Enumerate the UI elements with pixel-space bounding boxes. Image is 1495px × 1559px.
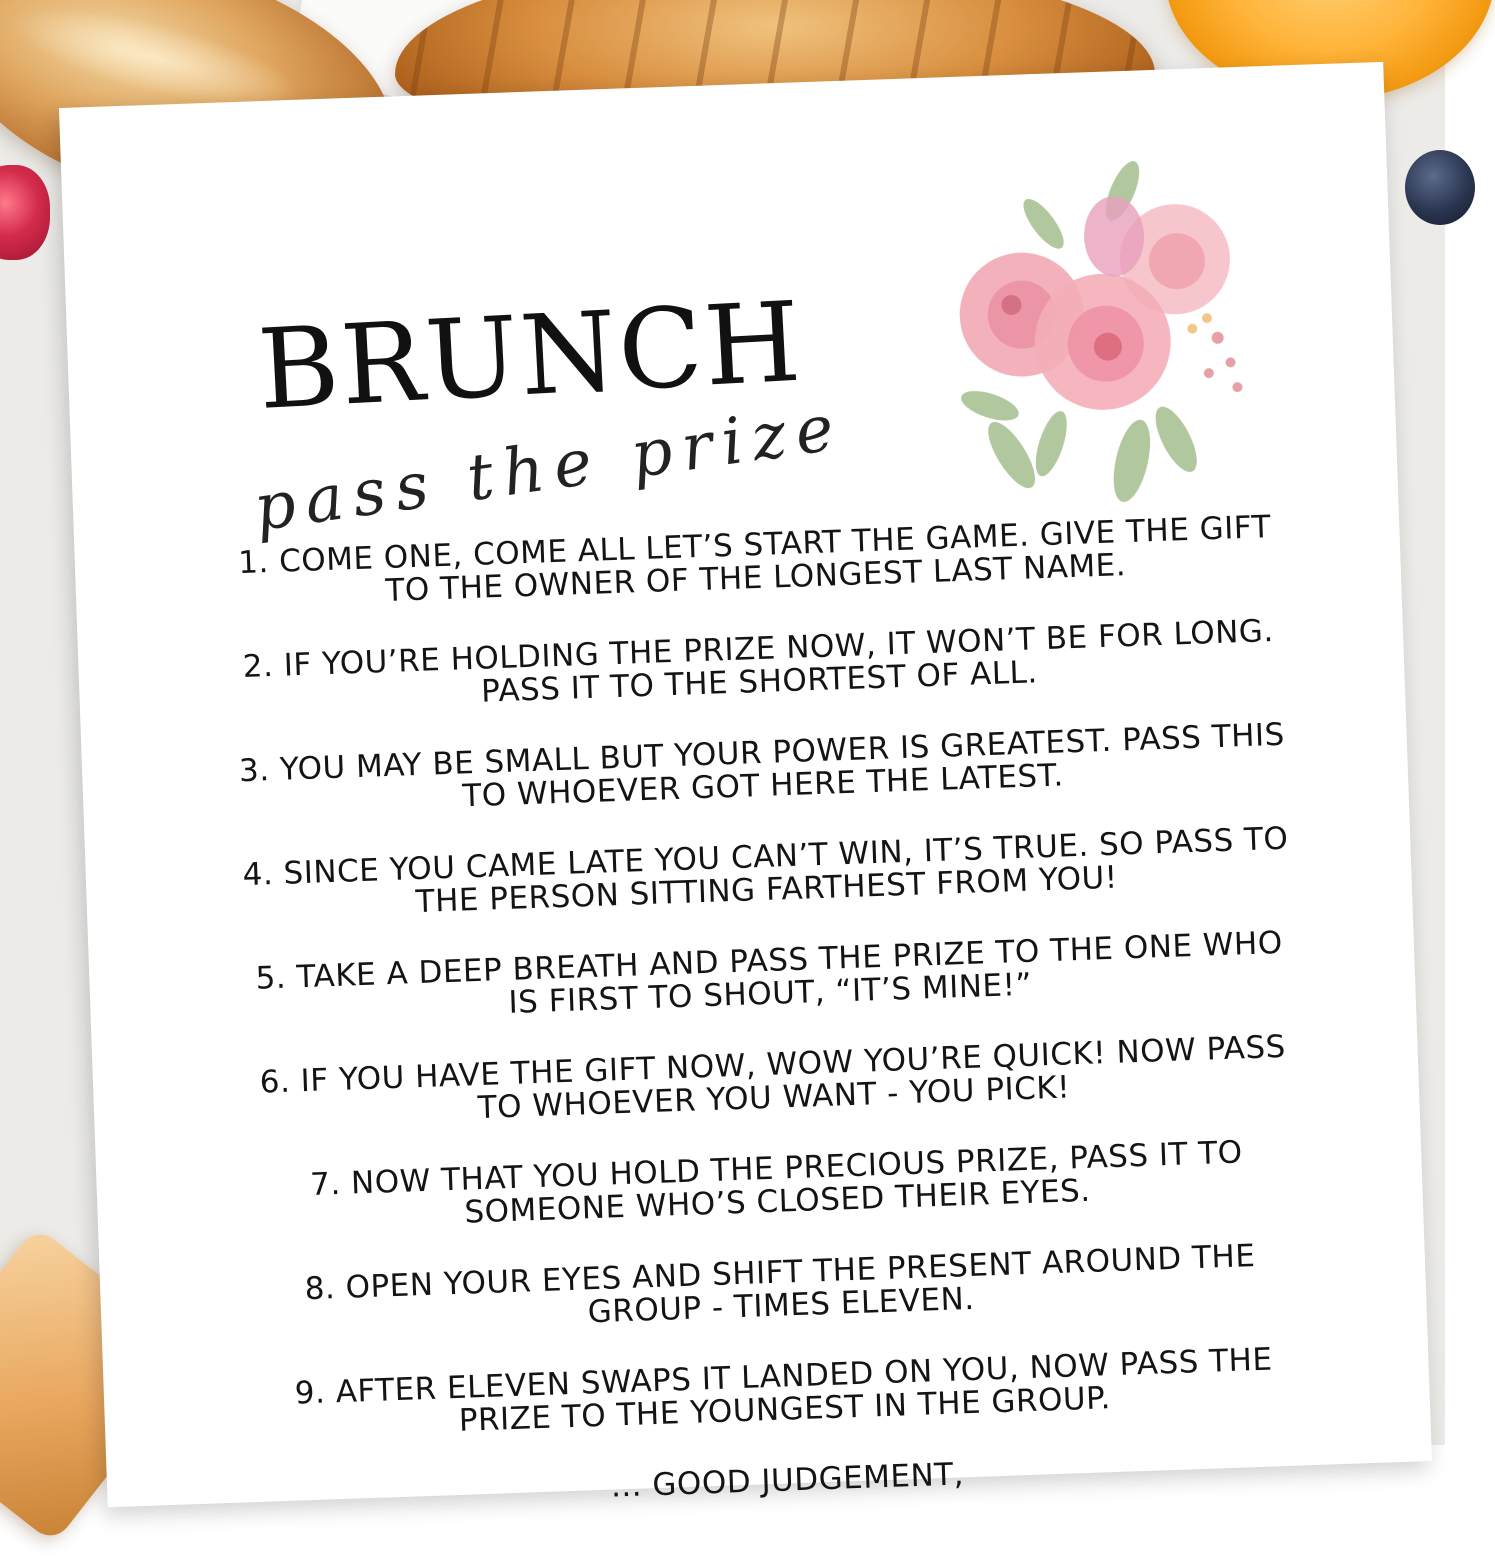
page-title: BRUNCH xyxy=(254,277,806,434)
floral-bouquet-icon xyxy=(911,147,1263,499)
rule-item: 5. TAKE A DEEP BREATH AND PASS THE PRIZE TO THE ONE WHO IS FIRST TO SHOUT, “IT’S MINE!” xyxy=(254,924,1284,1021)
rule-item-partial: … GOOD JUDGEMENT, xyxy=(609,1456,965,1505)
rule-item: 8. OPEN YOUR EYES AND SHIFT THE PRESENT AROUND THE GROUP - TIMES ELEVEN. xyxy=(304,1238,1256,1331)
rule-item: 4. SINCE YOU CAME LATE YOU CAN’T WIN, IT’S TRUE. SO PASS TO THE PERSON SITTING FARTHEST FROM YOU! xyxy=(242,820,1289,921)
raspberry-image xyxy=(0,165,50,260)
rules-list xyxy=(224,511,1318,1554)
rule-item: 6. IF YOU HAVE THE GIFT NOW, WOW YOU’RE QUICK! NOW PASS TO WHOEVER YOU WANT - YOU PICK! xyxy=(259,1028,1287,1127)
page-subtitle: pass the prize xyxy=(249,390,849,547)
rule-item: 7. NOW THAT YOU HOLD THE PRECIOUS PRIZE, PASS IT TO SOMEONE WHO’S CLOSED THEIR EYES. xyxy=(309,1134,1244,1231)
game-card xyxy=(59,62,1432,1507)
rule-item: 2. IF YOU’RE HOLDING THE PRIZE NOW, IT WON’T BE FOR LONG. PASS IT TO THE SHORTEST OF ALL. xyxy=(242,613,1275,710)
rule-item: 1. COME ONE, COME ALL LET’S START THE GAME. GIVE THE GIFT TO THE OWNER OF THE LONGEST LAST NAME. xyxy=(237,509,1272,609)
rule-item: 3. YOU MAY BE SMALL BUT YOUR POWER IS GREATEST. PASS THIS TO WHOEVER GOT HERE THE LATEST. xyxy=(238,716,1286,815)
blueberry-image xyxy=(1405,150,1475,225)
rule-item: 9. AFTER ELEVEN SWAPS IT LANDED ON YOU, NOW PASS THE PRIZE TO THE YOUNGEST IN THE GROUP. xyxy=(294,1341,1274,1439)
